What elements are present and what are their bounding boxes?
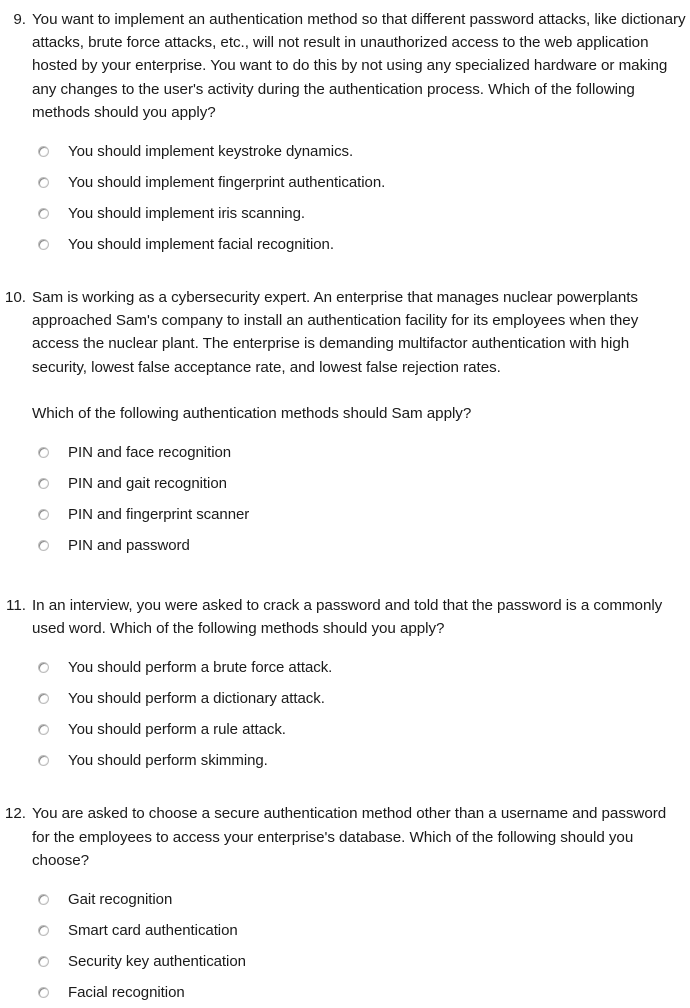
- option-row[interactable]: [32, 745, 686, 776]
- radio-button-icon[interactable]: [38, 447, 49, 458]
- radio-button-icon[interactable]: [38, 662, 49, 673]
- radio-cell[interactable]: [32, 540, 68, 551]
- option-row[interactable]: [32, 198, 686, 229]
- option-label[interactable]: You should perform a dictionary attack.: [68, 689, 325, 707]
- radio-cell[interactable]: [32, 509, 68, 520]
- option-row[interactable]: [32, 714, 686, 745]
- option-label[interactable]: Security key authentication: [68, 952, 246, 970]
- option-row[interactable]: [32, 530, 686, 561]
- option-label[interactable]: Facial recognition: [68, 983, 185, 1001]
- radio-cell[interactable]: [32, 987, 68, 998]
- option-label[interactable]: You should perform skimming.: [68, 751, 268, 769]
- option-label[interactable]: PIN and gait recognition: [68, 474, 227, 492]
- option-label[interactable]: Gait recognition: [68, 890, 173, 908]
- options-list: [32, 437, 686, 561]
- radio-button-icon[interactable]: [38, 540, 49, 551]
- option-row[interactable]: [32, 229, 686, 260]
- radio-button-icon[interactable]: [38, 239, 49, 250]
- option-label[interactable]: PIN and face recognition: [68, 443, 232, 461]
- option-label[interactable]: You should perform a rule attack.: [68, 720, 286, 738]
- spacer: [32, 640, 686, 652]
- question-text: You want to implement an authentication method so that different password attacks, like dictionary attacks, brute force attacks, etc., will not result in unauthorized access to the web application hosted by your enterprise. You want to do this by not using any specialized hardware or making any changes to the user's activity during the authentication process. Which of the following methods should you apply?: [32, 11, 686, 121]
- radio-cell[interactable]: [32, 478, 68, 489]
- radio-button-icon[interactable]: [38, 478, 49, 489]
- options-list: [32, 136, 686, 260]
- option-row[interactable]: [32, 915, 686, 946]
- option-label[interactable]: You should implement facial recognition.: [68, 235, 334, 253]
- question-9: [0, 8, 690, 260]
- question-10: [0, 286, 690, 561]
- radio-button-icon[interactable]: [38, 925, 49, 936]
- option-row[interactable]: [32, 136, 686, 167]
- question-number: 12.: [4, 805, 26, 823]
- question-number: 9.: [13, 11, 26, 28]
- radio-cell[interactable]: [32, 239, 68, 250]
- question-body: [26, 286, 690, 561]
- option-row[interactable]: [32, 468, 686, 499]
- radio-button-icon[interactable]: [38, 177, 49, 188]
- options-list: [32, 884, 686, 1008]
- option-label[interactable]: You should perform a brute force attack.: [68, 658, 333, 676]
- option-row[interactable]: [32, 652, 686, 683]
- option-label[interactable]: Smart card authentication: [68, 921, 238, 939]
- spacer: [32, 425, 686, 437]
- spacer: [0, 561, 690, 594]
- spacer: [0, 776, 690, 802]
- radio-button-icon[interactable]: [38, 894, 49, 905]
- question-number: 10.: [4, 289, 26, 307]
- quiz-page: [0, 8, 690, 1001]
- radio-cell[interactable]: [32, 177, 68, 188]
- radio-cell[interactable]: [32, 894, 68, 905]
- option-row[interactable]: [32, 977, 686, 1008]
- radio-button-icon[interactable]: [38, 956, 49, 967]
- spacer: [32, 124, 686, 136]
- radio-button-icon[interactable]: [38, 693, 49, 704]
- radio-cell[interactable]: [32, 755, 68, 766]
- option-row[interactable]: [32, 499, 686, 530]
- radio-button-icon[interactable]: [38, 987, 49, 998]
- question-text: In an interview, you were asked to crack a password and told that the password is a commonly used word. Which of the following methods should you apply?: [32, 597, 663, 638]
- radio-button-icon[interactable]: [38, 146, 49, 157]
- option-label[interactable]: You should implement keystroke dynamics.: [68, 142, 354, 160]
- radio-button-icon[interactable]: [38, 208, 49, 219]
- question-body: [26, 594, 690, 776]
- spacer: [32, 872, 686, 884]
- option-row[interactable]: [32, 167, 686, 198]
- radio-cell[interactable]: [32, 724, 68, 735]
- radio-button-icon[interactable]: [38, 509, 49, 520]
- question-number: 11.: [6, 597, 26, 615]
- question-text: Sam is working as a cybersecurity expert. An enterprise that manages nuclear powerplants approached Sam's company to install an authentication facility for its employees when they access the nuclear plant. The enterprise is demanding multifactor authentication with high security, lowest false acceptance rate, and lowest false rejection rates.: [32, 289, 639, 376]
- radio-cell[interactable]: [32, 925, 68, 936]
- radio-cell[interactable]: [32, 956, 68, 967]
- option-row[interactable]: [32, 884, 686, 915]
- option-row[interactable]: [32, 946, 686, 977]
- radio-cell[interactable]: [32, 693, 68, 704]
- radio-cell[interactable]: [32, 208, 68, 219]
- question-text: You are asked to choose a secure authentication method other than a username and password for the employees to access your enterprise's database. Which of the following should you choose?: [32, 805, 667, 869]
- question-11: [0, 594, 690, 776]
- radio-button-icon[interactable]: [38, 724, 49, 735]
- question-body: [26, 802, 690, 1008]
- question-body: [26, 8, 690, 260]
- options-list: [32, 652, 686, 776]
- option-label[interactable]: You should implement iris scanning.: [68, 204, 305, 222]
- question-text-continued: Which of the following authentication methods should Sam apply?: [32, 404, 472, 422]
- radio-cell[interactable]: [32, 447, 68, 458]
- option-label[interactable]: PIN and password: [68, 536, 190, 554]
- radio-cell[interactable]: [32, 146, 68, 157]
- question-12: [0, 802, 690, 1008]
- spacer: [0, 260, 690, 286]
- option-label[interactable]: PIN and fingerprint scanner: [68, 505, 250, 523]
- option-row[interactable]: [32, 683, 686, 714]
- radio-button-icon[interactable]: [38, 755, 49, 766]
- option-label[interactable]: You should implement fingerprint authentication.: [68, 173, 386, 191]
- radio-cell[interactable]: [32, 662, 68, 673]
- option-row[interactable]: [32, 437, 686, 468]
